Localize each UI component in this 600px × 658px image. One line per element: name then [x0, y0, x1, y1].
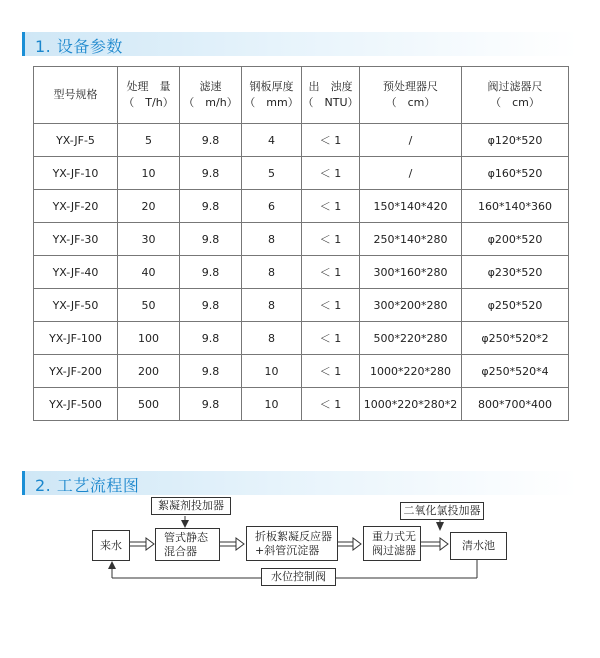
table-cell: 5 — [242, 157, 302, 190]
flow-arrowhead-chlorine — [436, 522, 444, 531]
table-row — [34, 289, 569, 322]
table-cell: 500*220*280 — [360, 322, 462, 355]
table-row — [34, 388, 569, 421]
table-cell: 9.8 — [180, 322, 242, 355]
table-cell: YX-JF-20 — [34, 190, 118, 223]
chlorine-dosing-box — [400, 502, 484, 520]
column-header — [180, 67, 242, 124]
spec-table — [33, 66, 569, 421]
box-label: 清水池 — [462, 539, 495, 552]
box-label: 来水 — [100, 538, 122, 552]
column-header — [242, 67, 302, 124]
gravity-filter-box — [363, 526, 421, 561]
table-cell: 9.8 — [180, 124, 242, 157]
table-cell: 9.8 — [180, 289, 242, 322]
section-title: 2. 工艺流程图 — [35, 476, 140, 495]
table-cell: ＜ 1 — [302, 256, 360, 289]
clearwater-tank-box — [450, 532, 507, 560]
table-cell: 20 — [118, 190, 180, 223]
flocculant-dosing-box — [151, 497, 231, 515]
column-header-line1: 阀过滤器尺 — [487, 80, 543, 93]
column-header — [462, 67, 569, 124]
table-cell: 40 — [118, 256, 180, 289]
table-cell: 800*700*400 — [462, 388, 569, 421]
table-cell: YX-JF-30 — [34, 223, 118, 256]
table-row — [34, 190, 569, 223]
table-cell: 9.8 — [180, 388, 242, 421]
table-cell: 9.8 — [180, 256, 242, 289]
reactor-box — [246, 526, 338, 561]
table-cell: 8 — [242, 223, 302, 256]
table-cell: 9.8 — [180, 355, 242, 388]
table-cell: 8 — [242, 289, 302, 322]
table-cell: 8 — [242, 322, 302, 355]
table-cell: ＜ 1 — [302, 289, 360, 322]
table-cell: ＜ 1 — [302, 190, 360, 223]
table-cell: 150*140*420 — [360, 190, 462, 223]
level-control-valve-box — [261, 568, 336, 586]
flow-arrow-mixer-to-reactor — [220, 538, 244, 550]
box-label-line1: 折板絮凝反应器 — [255, 529, 332, 543]
flow-arrow-filter-to-clearwater — [421, 538, 448, 550]
table-cell: φ160*520 — [462, 157, 569, 190]
table-cell: 200 — [118, 355, 180, 388]
static-mixer-box — [155, 528, 220, 561]
column-header-line1: 出 浊度 — [308, 80, 353, 93]
table-row — [34, 223, 569, 256]
table-cell: YX-JF-5 — [34, 124, 118, 157]
column-header — [34, 67, 118, 124]
column-header-line2: （ T/h） — [123, 96, 174, 109]
table-cell: 250*140*280 — [360, 223, 462, 256]
table-cell: 10 — [242, 388, 302, 421]
table-cell: ＜ 1 — [302, 322, 360, 355]
table-cell: 300*200*280 — [360, 289, 462, 322]
table-cell: 100 — [118, 322, 180, 355]
box-label-line2: 混合器 — [164, 544, 197, 558]
table-cell: φ200*520 — [462, 223, 569, 256]
table-cell: YX-JF-50 — [34, 289, 118, 322]
table-cell: φ230*520 — [462, 256, 569, 289]
table-cell: 300*160*280 — [360, 256, 462, 289]
column-header-line2: （ cm） — [490, 96, 540, 109]
section-header-equipment — [22, 32, 578, 56]
box-label-line2: +斜管沉淀器 — [255, 543, 320, 557]
box-label-line1: 重力式无 — [372, 529, 416, 543]
box-label-line1: 管式静态 — [164, 530, 208, 544]
flow-arrow-reactor-to-filter — [338, 538, 361, 550]
table-cell: 1000*220*280 — [360, 355, 462, 388]
table-cell: ＜ 1 — [302, 157, 360, 190]
table-cell: 9.8 — [180, 223, 242, 256]
table-cell: 8 — [242, 256, 302, 289]
table-cell: 10 — [242, 355, 302, 388]
table-cell: 4 — [242, 124, 302, 157]
table-cell: YX-JF-10 — [34, 157, 118, 190]
column-header-line2: （ mm） — [244, 96, 299, 109]
table-cell: / — [360, 124, 462, 157]
table-row — [34, 355, 569, 388]
box-label: 水位控制阀 — [271, 570, 326, 583]
column-header-line1: 钢板厚度 — [249, 80, 294, 93]
table-cell: 6 — [242, 190, 302, 223]
table-cell: YX-JF-200 — [34, 355, 118, 388]
table-cell: 50 — [118, 289, 180, 322]
table-header-row — [34, 67, 569, 124]
box-label: 二氧化氯投加器 — [403, 504, 481, 517]
table-cell: 5 — [118, 124, 180, 157]
table-cell: YX-JF-40 — [34, 256, 118, 289]
table-cell: 9.8 — [180, 157, 242, 190]
column-header-line1: 处理 量 — [126, 80, 171, 93]
table-cell: 160*140*360 — [462, 190, 569, 223]
table-cell: φ250*520*4 — [462, 355, 569, 388]
column-header-line2: （ NTU） — [302, 96, 359, 109]
table-cell: ＜ 1 — [302, 223, 360, 256]
column-header-line2: （ cm） — [385, 96, 436, 109]
table-cell: 30 — [118, 223, 180, 256]
table-row — [34, 322, 569, 355]
column-header-line1: 预处理器尺 — [383, 80, 438, 93]
table-cell: YX-JF-100 — [34, 322, 118, 355]
table-cell: / — [360, 157, 462, 190]
column-header-line1: 滤速 — [199, 80, 222, 93]
inflow-box — [92, 530, 130, 561]
column-header — [360, 67, 462, 124]
table-row — [34, 256, 569, 289]
table-cell: φ250*520 — [462, 289, 569, 322]
table-cell: φ120*520 — [462, 124, 569, 157]
table-cell: YX-JF-500 — [34, 388, 118, 421]
column-header — [302, 67, 360, 124]
table-cell: 500 — [118, 388, 180, 421]
section-header-process — [22, 471, 578, 495]
box-label: 絮凝剂投加器 — [158, 499, 224, 512]
column-header-line1: 型号规格 — [53, 88, 98, 101]
box-label-line2: 阀过滤器 — [372, 543, 416, 557]
table-row — [34, 157, 569, 190]
column-header — [118, 67, 180, 124]
table-cell: ＜ 1 — [302, 124, 360, 157]
flow-arrow-inflow-to-mixer — [130, 538, 154, 550]
table-cell: φ250*520*2 — [462, 322, 569, 355]
section-title: 1. 设备参数 — [35, 37, 123, 56]
table-cell: ＜ 1 — [302, 355, 360, 388]
table-cell: ＜ 1 — [302, 388, 360, 421]
table-cell: 9.8 — [180, 190, 242, 223]
table-cell: 1000*220*280*2 — [360, 388, 462, 421]
table-row — [34, 124, 569, 157]
table-cell: 10 — [118, 157, 180, 190]
column-header-line2: （ m/h） — [183, 96, 238, 109]
